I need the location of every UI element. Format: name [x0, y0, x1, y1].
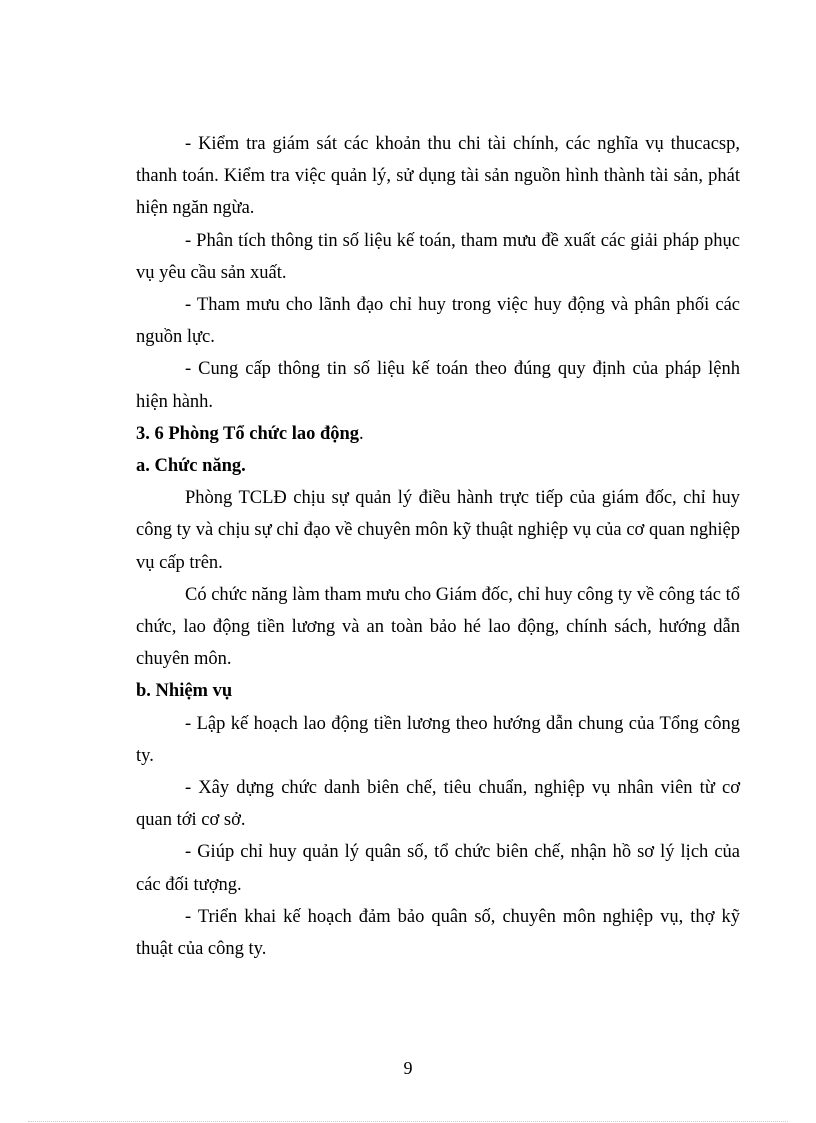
paragraph-duty-salary-plan: - Lập kế hoạch lao động tiền lương theo hướng dẫn chung của Tổng công ty. — [136, 713, 740, 766]
section-heading — [136, 418, 740, 450]
paragraph-duty-job-titles: - Xây dựng chức danh biên chế, tiêu chuẩn, nghiệp vụ nhân viên từ cơ quan tới cơ sở. — [136, 778, 740, 831]
paragraph-accounting-info: - Cung cấp thông tin số liệu kế toán theo đúng quy định của pháp lệnh hiện hành. — [136, 359, 740, 412]
paragraph-duty-staffing: - Triển khai kế hoạch đảm bảo quân số, chuyên môn nghiệp vụ, thợ kỹ thuật của công ty. — [136, 906, 740, 960]
paragraph-accounting-analysis: - Phân tích thông tin số liệu kế toán, tham mưu đề xuất các giải pháp phục vụ yêu cầu sản xuất. — [136, 230, 740, 283]
section-heading-period: . — [359, 423, 364, 444]
paragraph-duty-personnel: - Giúp chỉ huy quản lý quân số, tổ chức biên chế, nhận hồ sơ lý lịch của các đối tượng. — [136, 842, 740, 895]
function-heading: a. Chức năng. — [136, 456, 246, 477]
footer-dotted-rule — [28, 1121, 788, 1122]
duty-heading: b. Nhiệm vụ — [136, 681, 233, 702]
section-heading-text: 3. 6 Phòng Tổ chức lao động — [136, 423, 360, 444]
paragraph-function-management: Phòng TCLĐ chịu sự quản lý điều hành trực tiếp của giám đốc, chỉ huy công ty và chịu sự chỉ đạo về chuyên môn kỹ thuật nghiệp vụ của cơ quan nghiệp vụ cấp trên. — [136, 488, 740, 573]
paragraph-accounting-supervision: - Kiểm tra giám sát các khoản thu chi tài chính, các nghĩa vụ thucacsp, thanh toán. Kiểm tra việc quản lý, sử dụng tài sản nguồn hình thành tài sản, phát hiện ngăn ngừa. — [136, 134, 740, 219]
page-number: 9 — [403, 1058, 413, 1078]
paragraph-resource-advice: - Tham mưu cho lãnh đạo chỉ huy trong việc huy động và phân phối các nguồn lực. — [136, 295, 740, 348]
paragraph-function-advisory: Có chức năng làm tham mưu cho Giám đốc, chỉ huy công ty về công tác tổ chức, lao động tiền lương và an toàn bảo hé lao động, chính sách, hướng dẫn chuyên môn. — [136, 584, 740, 670]
page-body — [136, 128, 740, 965]
